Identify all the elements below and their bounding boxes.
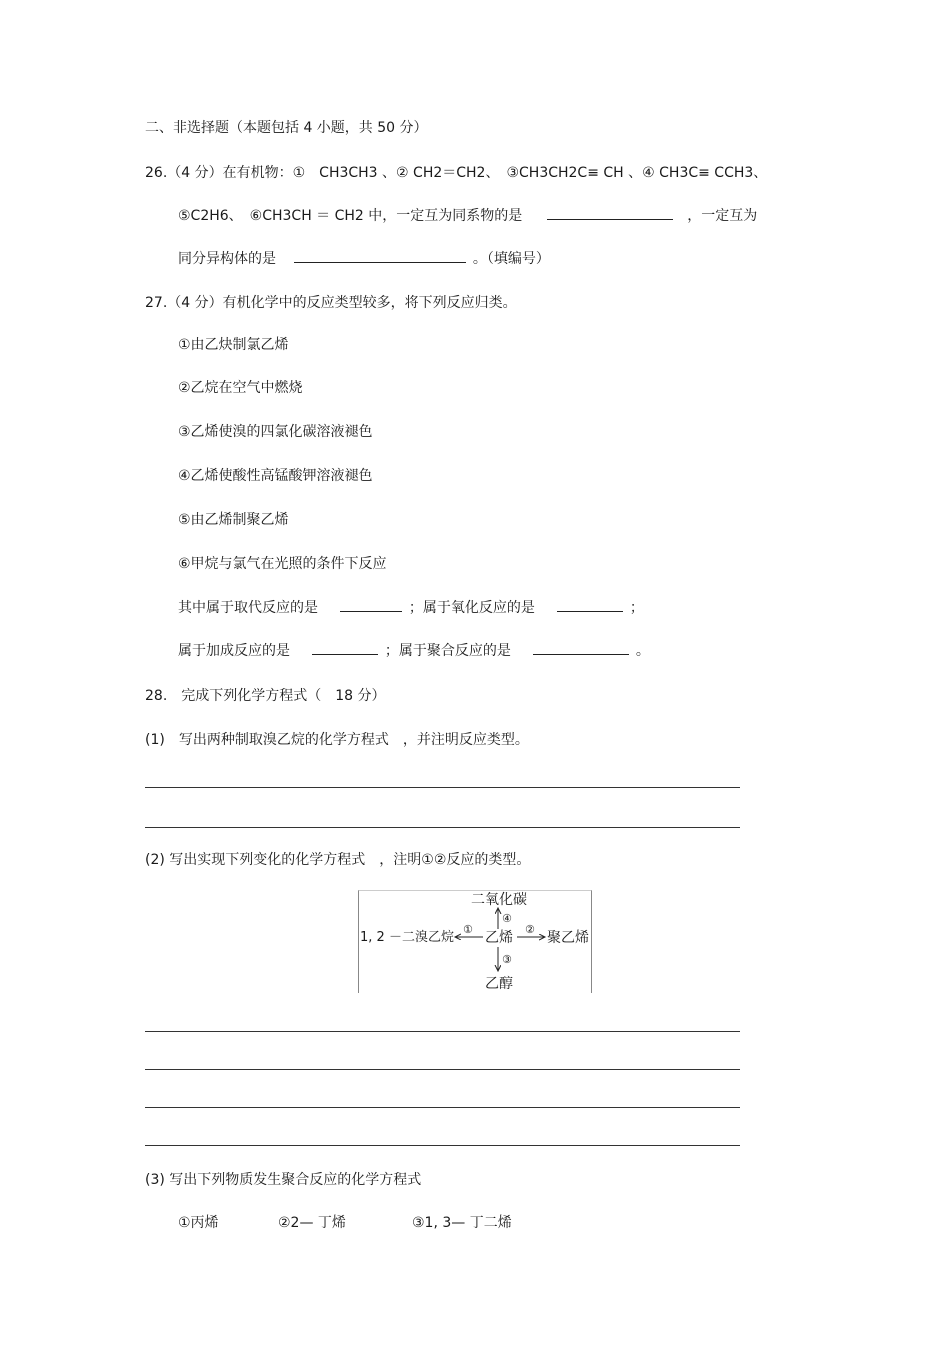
q26-line2-tail: ，一定互为 bbox=[687, 208, 758, 224]
q26-homolog-blank[interactable] bbox=[547, 205, 673, 220]
polymer-item-2-butene: ②2— 丁烯 bbox=[278, 1215, 346, 1231]
q27-oxidation-label: ；属于氧化反应的是 bbox=[408, 600, 535, 616]
q27-substitution-blank[interactable] bbox=[340, 597, 402, 612]
q26-line3-tail: 。（填编号） bbox=[472, 251, 550, 267]
q27-addition-label: 属于加成反应的是 bbox=[178, 643, 290, 659]
q27-polymerization-blank[interactable] bbox=[533, 640, 629, 655]
q27-stem: 27.（4 分）有机化学中的反应类型较多，将下列反应归类。 bbox=[145, 295, 517, 311]
answer-line[interactable] bbox=[145, 1145, 740, 1146]
q27-answer-line2 bbox=[178, 640, 650, 661]
q28-stem: 28. 完成下列化学方程式（ 18 分） bbox=[145, 688, 386, 704]
polymer-item-propene: ①丙烯 bbox=[178, 1215, 219, 1231]
q27-item: ④乙烯使酸性高锰酸钾溶液褪色 bbox=[178, 468, 373, 484]
q27-item: ⑥甲烷与氯气在光照的条件下反应 bbox=[178, 556, 387, 572]
answer-line[interactable] bbox=[145, 1069, 740, 1070]
q27-item: ①由乙炔制氯乙烯 bbox=[178, 337, 289, 353]
q26-line2-text: ⑤C2H6、 ⑥CH3CH ＝ CH2 中，一定互为同系物的是 bbox=[178, 208, 523, 224]
reaction-label-4: ④ bbox=[502, 912, 512, 925]
compound-ethanol: 乙醇 bbox=[485, 976, 513, 992]
q27-semicolon: ； bbox=[629, 600, 644, 616]
compound-ethylene: 乙烯 bbox=[485, 930, 513, 946]
reaction-label-2: ② bbox=[525, 923, 535, 936]
answer-line[interactable] bbox=[145, 1107, 740, 1108]
q26-line3-text: 同分异构体的是 bbox=[178, 251, 276, 267]
answer-line[interactable] bbox=[145, 827, 740, 828]
q27-polymerization-label: ；属于聚合反应的是 bbox=[384, 643, 511, 659]
q28-part3: (3) 写出下列物质发生聚合反应的化学方程式 bbox=[145, 1172, 422, 1188]
section-title: 二、非选择题（本题包括 4 小题，共 50 分） bbox=[145, 120, 428, 136]
answer-line[interactable] bbox=[145, 787, 740, 788]
q28-part2: (2) 写出实现下列变化的化学方程式 ，注明①②反应的类型。 bbox=[145, 852, 531, 868]
answer-line[interactable] bbox=[145, 1031, 740, 1032]
polymer-item-butadiene: ③1, 3— 丁二烯 bbox=[412, 1215, 512, 1231]
q26-line3 bbox=[178, 248, 550, 269]
q27-period: 。 bbox=[635, 643, 650, 659]
q26-line1: 26.（4 分）在有机物：① CH3CH3 、② CH2＝CH2、 ③CH3CH2C≡ CH 、④ CH3C≡ CCH3、 bbox=[145, 165, 768, 181]
q26-isomer-blank[interactable] bbox=[294, 248, 466, 263]
reaction-label-1: ① bbox=[463, 923, 473, 936]
q26-line2 bbox=[178, 205, 757, 226]
compound-dibromoethane: 1, 2 －二溴乙烷 bbox=[360, 930, 454, 945]
q27-answer-line1 bbox=[178, 597, 644, 618]
q27-addition-blank[interactable] bbox=[312, 640, 378, 655]
q27-item: ⑤由乙烯制聚乙烯 bbox=[178, 512, 289, 528]
q27-oxidation-blank[interactable] bbox=[557, 597, 623, 612]
q28-part1: (1) 写出两种制取溴乙烷的化学方程式 ，并注明反应类型。 bbox=[145, 732, 529, 748]
reaction-label-3: ③ bbox=[502, 953, 512, 966]
q27-substitution-label: 其中属于取代反应的是 bbox=[178, 600, 318, 616]
compound-co2: 二氧化碳 bbox=[471, 892, 527, 908]
reaction-diagram bbox=[358, 890, 592, 993]
q27-item: ③乙烯使溴的四氯化碳溶液褪色 bbox=[178, 424, 373, 440]
q27-item: ②乙烷在空气中燃烧 bbox=[178, 380, 303, 396]
compound-polyethylene: 聚乙烯 bbox=[547, 930, 589, 946]
